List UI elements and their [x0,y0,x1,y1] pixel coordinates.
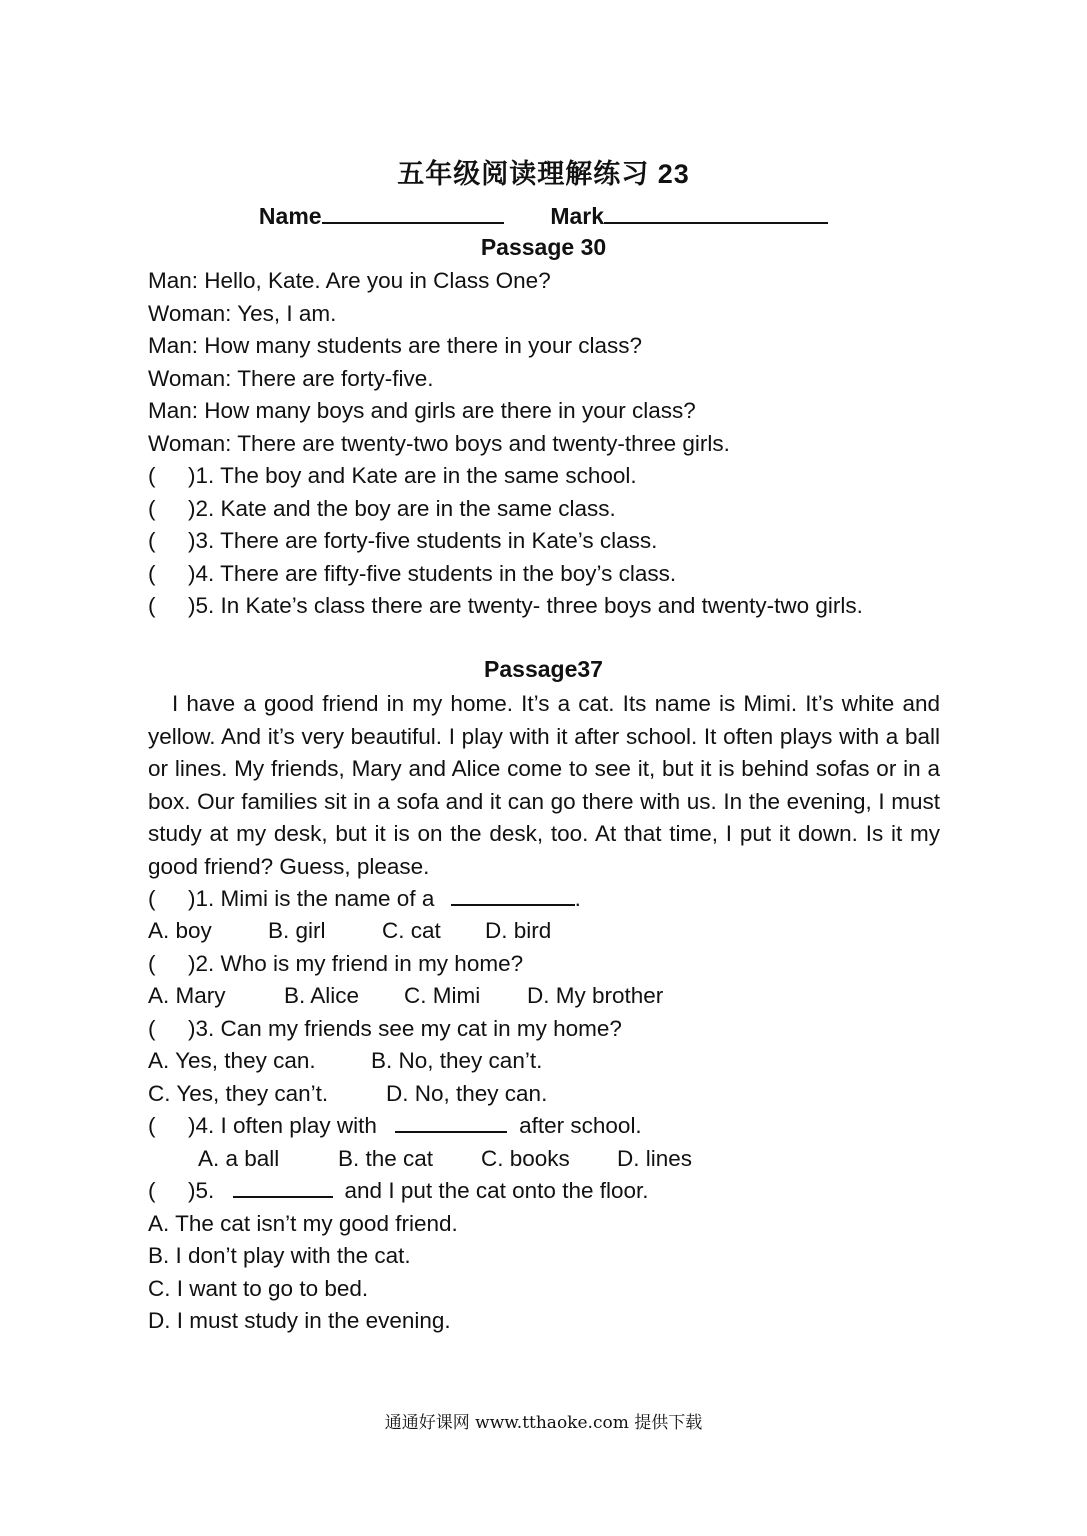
p37-question-4 [148,1111,642,1141]
question-text: )1. Mimi is the name of a [188,886,435,911]
option-d[interactable]: D. lines [617,1146,693,1171]
p37-q3-options-ab [148,1046,542,1076]
mark-label: Mark [550,203,605,229]
option-a[interactable]: A. boy [148,918,212,943]
option-d[interactable]: D. No, they can. [386,1081,548,1106]
question-end: . [574,886,581,911]
answer-paren[interactable]: ( [148,1016,156,1041]
question-text: )4. There are fifty-five students in the boy’s class. [188,561,677,586]
dialogue-line: Woman: There are forty-five. [148,366,434,391]
answer-paren[interactable]: ( [148,463,156,488]
page-footer: 通通好课网 www.tthaoke.com 提供下载 [384,1413,703,1433]
passage37-text: I have a good friend in my home. It’s a cat. Its name is Mimi. It’s white and yellow. And it’s very beautiful. I play with it after school. It often plays with a ball or lines. My friends, Mary and Alice come to see it, but it is behind sofas or in a box. Our families sit in a sofa and it can go there with us. In the evening, I must study at my desk, but it is on the desk, too. At that time, I put it down. Is it my good friend? Guess, please. [148,691,940,879]
answer-paren[interactable]: ( [148,561,156,586]
option-c[interactable]: C. books [481,1146,570,1171]
fill-blank[interactable] [233,1176,333,1198]
worksheet-title: 五年级阅读理解练习 23 [397,159,690,189]
fill-blank[interactable] [451,884,575,906]
question-text: )2. Who is my friend in my home? [188,951,524,976]
answer-paren[interactable]: ( [148,528,156,553]
option-b[interactable]: B. I don’t play with the cat. [148,1243,411,1268]
dialogue-line: Man: How many boys and girls are there in your class? [148,398,696,423]
answer-paren[interactable]: ( [148,1178,156,1203]
question-text: )2. Kate and the boy are in the same class. [188,496,616,521]
option-a[interactable]: A. Yes, they can. [148,1048,316,1073]
option-b[interactable]: B. the cat [338,1146,434,1171]
option-a[interactable]: A. Mary [148,983,226,1008]
answer-paren[interactable]: ( [148,496,156,521]
question-text: )1. The boy and Kate are in the same school. [188,463,637,488]
question-end: and I put the cat onto the floor. [344,1178,649,1203]
question-text: )5. [188,1178,215,1203]
p37-q3-options-cd [148,1079,547,1109]
option-a[interactable]: A. The cat isn’t my good friend. [148,1211,458,1236]
option-c[interactable]: C. I want to go to bed. [148,1276,369,1301]
option-c[interactable]: C. cat [382,918,441,943]
option-d[interactable]: D. My brother [527,983,664,1008]
p30-question-1 [148,461,637,491]
question-text: )3. Can my friends see my cat in my home? [188,1016,622,1041]
fill-blank[interactable] [395,1111,507,1133]
dialogue-line: Woman: There are twenty-two boys and twenty-three girls. [148,431,730,456]
dialogue-line: Man: Hello, Kate. Are you in Class One? [148,268,551,293]
p37-question-1 [148,884,581,914]
option-d[interactable]: D. bird [485,918,552,943]
question-text: )4. I often play with [188,1113,377,1138]
name-label: Name [258,203,322,229]
p37-question-5 [148,1176,649,1206]
answer-paren[interactable]: ( [148,1113,156,1138]
option-b[interactable]: B. girl [268,918,326,943]
p30-question-2 [148,494,616,524]
option-b[interactable]: B. No, they can’t. [371,1048,543,1073]
option-d[interactable]: D. I must study in the evening. [148,1308,451,1333]
option-c[interactable]: C. Mimi [404,983,481,1008]
name-mark-row [0,200,1087,230]
p37-q2-options [148,981,663,1011]
p37-q1-options [148,916,551,946]
answer-paren[interactable]: ( [148,951,156,976]
option-b[interactable]: B. Alice [284,983,360,1008]
question-text: )5. In Kate’s class there are twenty- three boys and twenty-two girls. [188,593,863,618]
p30-question-5 [148,591,863,621]
passage37-title: Passage37 [484,656,603,682]
name-blank[interactable] [322,200,504,224]
question-text: )3. There are forty-five students in Kate’s class. [188,528,658,553]
answer-paren[interactable]: ( [148,593,156,618]
passage30-title: Passage 30 [480,234,607,260]
option-a[interactable]: A. a ball [198,1146,280,1171]
dialogue-line: Man: How many students are there in your class? [148,333,642,358]
p37-q4-options [198,1144,692,1174]
answer-paren[interactable]: ( [148,886,156,911]
p30-question-3 [148,526,657,556]
question-end: after school. [519,1113,642,1138]
p30-question-4 [148,559,676,589]
p37-question-2 [148,949,523,979]
dialogue-line: Woman: Yes, I am. [148,301,337,326]
option-c[interactable]: C. Yes, they can’t. [148,1081,329,1106]
mark-blank[interactable] [604,200,828,224]
p37-question-3 [148,1014,622,1044]
